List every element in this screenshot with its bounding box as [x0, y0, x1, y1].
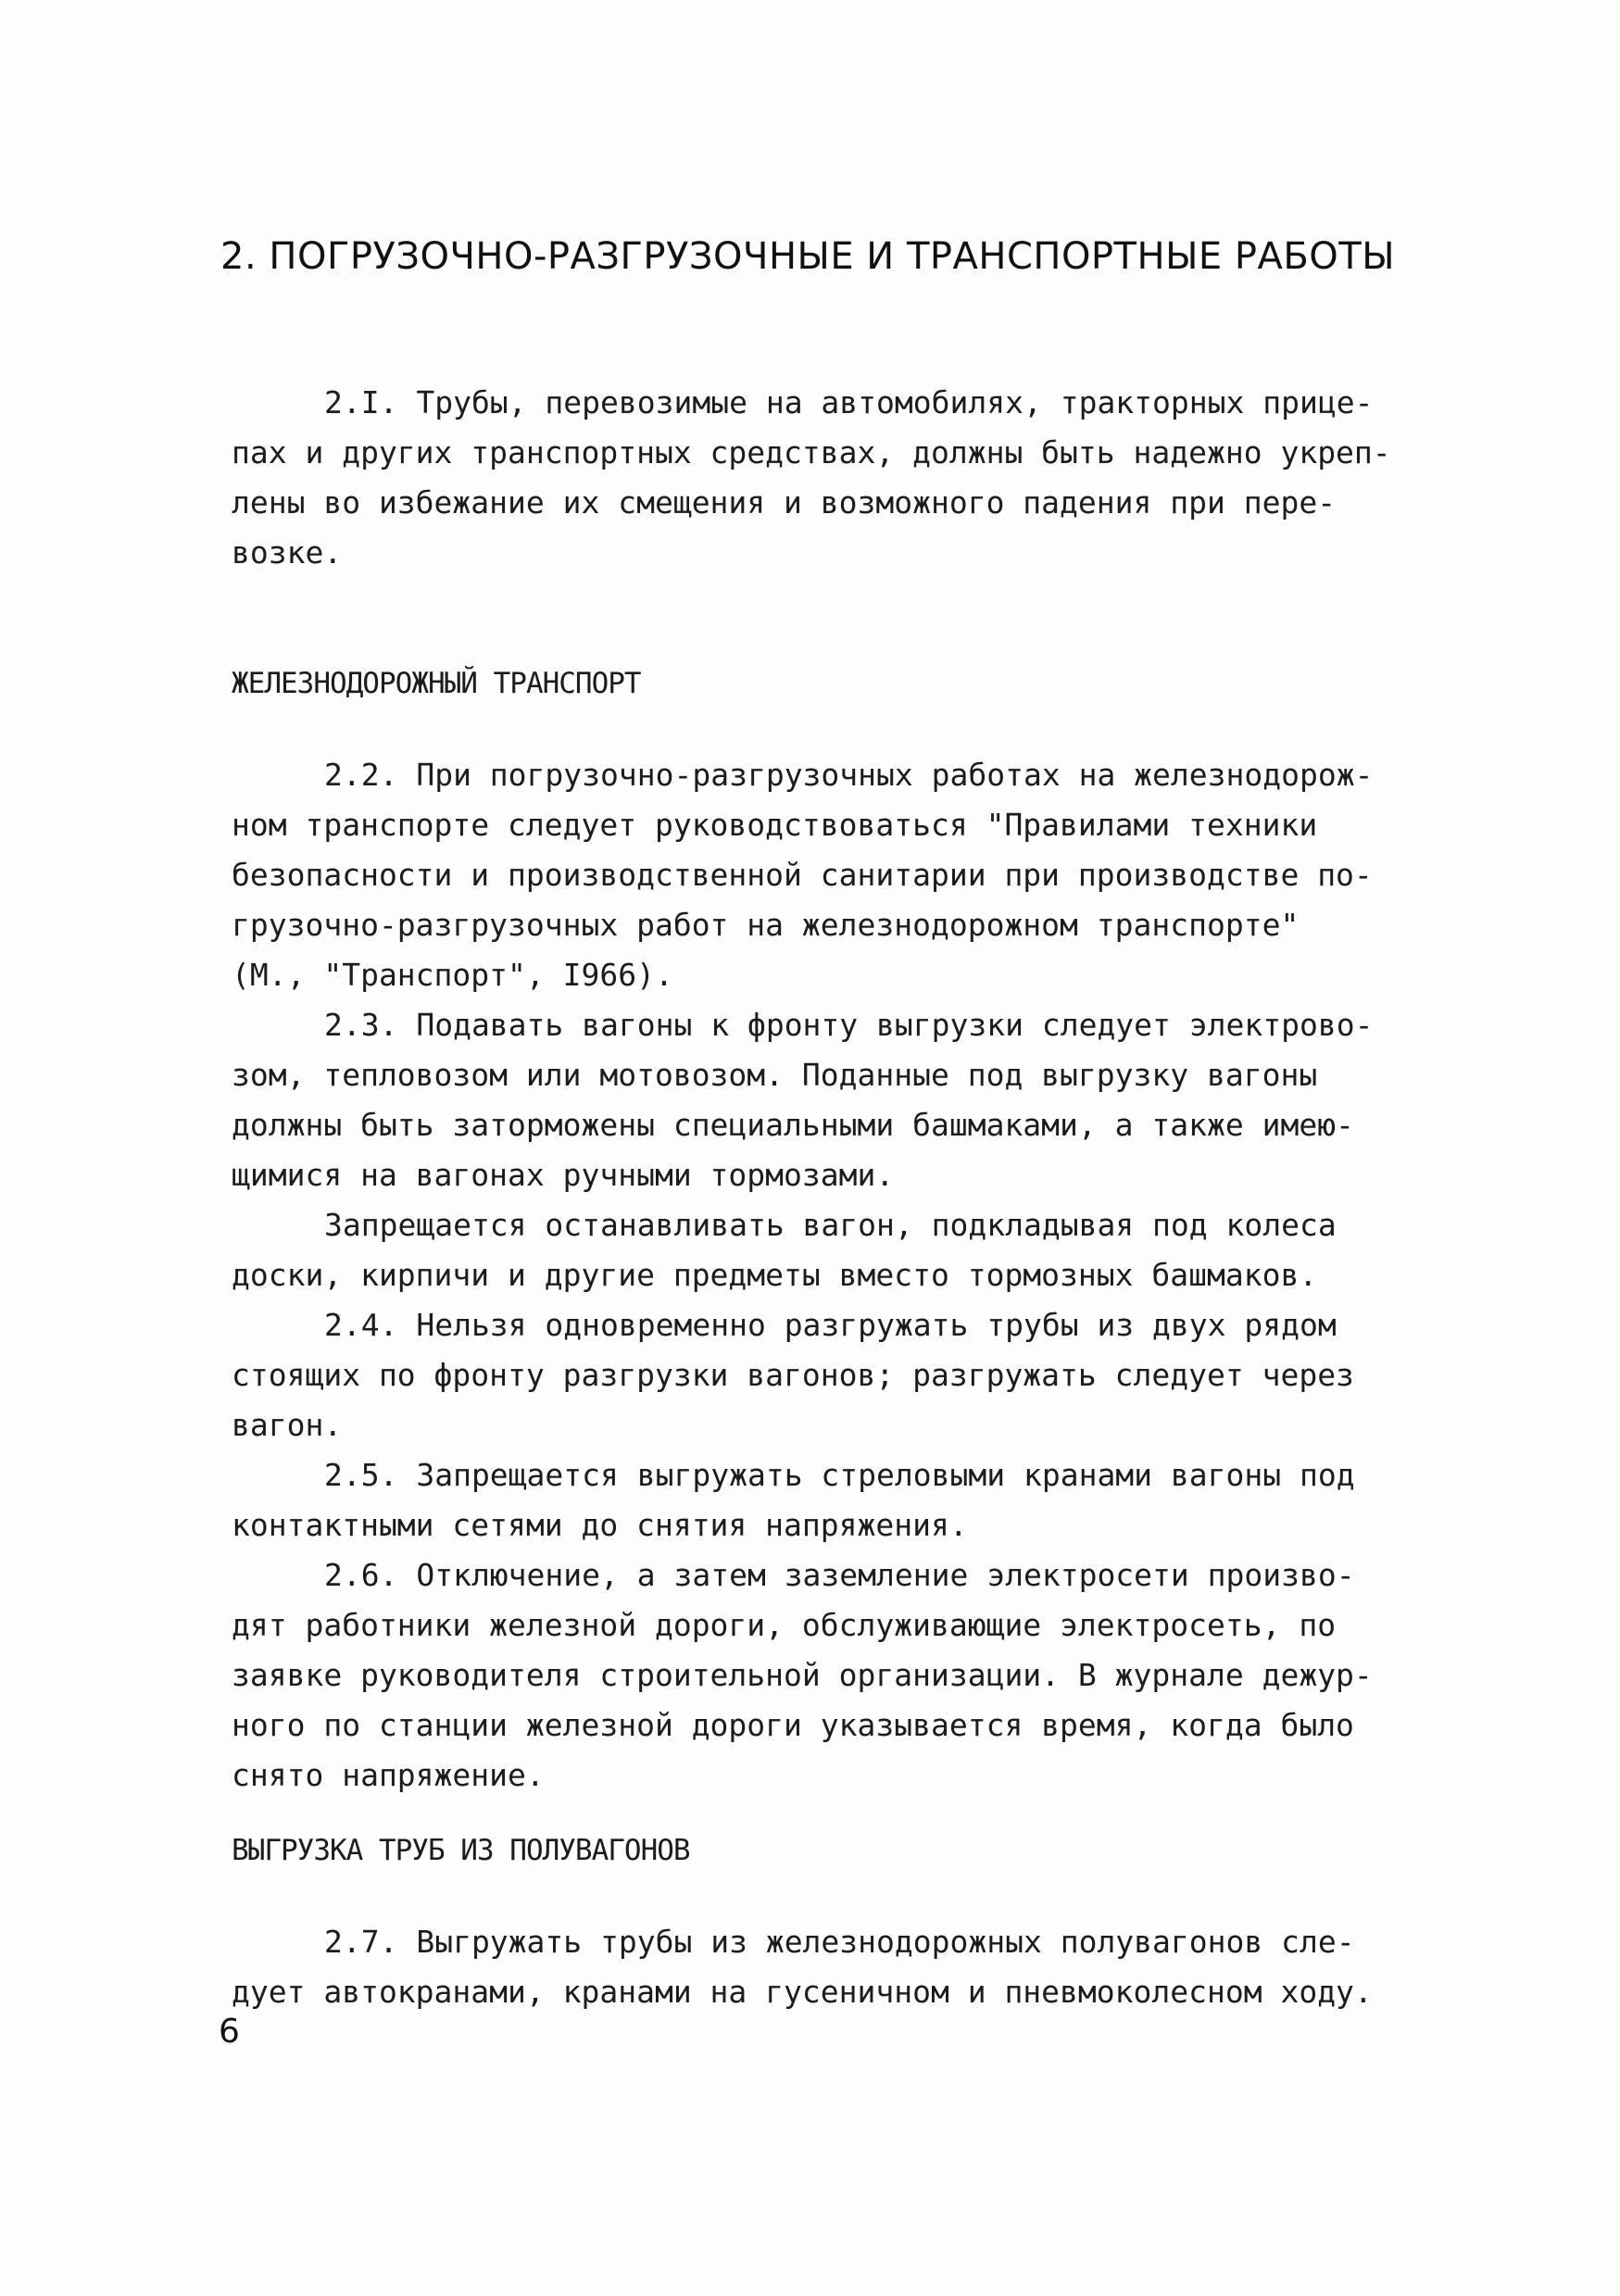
text-line: лены во избежание их смещения и возможного падения при пере-	[232, 484, 1337, 521]
text-line: вагон.	[232, 1407, 343, 1443]
text-line: пах и других транспортных средствах, должны быть надежно укреп-	[232, 434, 1391, 470]
text-line: 2.I. Трубы, перевозимые на автомобилях, тракторных прице-	[324, 384, 1374, 420]
chapter-title: 2. ПОГРУЗОЧНО-РАЗГРУЗОЧНЫЕ И ТРАНСПОРТНЫЕ РАБОТЫ	[220, 235, 1395, 278]
text-line: контактными сетями до снятия напряжения.	[232, 1507, 968, 1543]
text-line: безопасности и производственной санитарии при производстве по-	[232, 857, 1373, 893]
text-line: Запрещается останавливать вагон, подкладывая под колеса	[324, 1207, 1337, 1243]
text-line: дует автокранами, кранами на гусеничном и пневмоколесном ходу.	[232, 1974, 1373, 2010]
text-line: ного по станции железной дороги указывается время, когда было	[232, 1707, 1354, 1743]
text-line: 2.3. Подавать вагоны к фронту выгрузки следует электрово-	[324, 1007, 1374, 1043]
text-line: 2.6. Отключение, а затем заземление электросети произво-	[324, 1557, 1355, 1593]
text-line: ном транспорте следует руководствоваться "Правилами техники	[232, 807, 1318, 843]
text-line: грузочно-разгрузочных работ на железнодорожном транспорте"	[232, 907, 1300, 943]
section-heading-railway: ЖЕЛЕЗНОДОРОЖНЫЙ ТРАНСПОРТ	[232, 667, 641, 700]
text-line: 2.7. Выгружать трубы из железнодорожных полувагонов сле-	[324, 1924, 1355, 1960]
railway-section-body	[232, 750, 1426, 1800]
text-line: должны быть заторможены специальными башмаками, а также имею-	[232, 1107, 1354, 1143]
unloading-section-body	[232, 1917, 1426, 2017]
text-line: 2.4. Нельзя одновременно разгружать трубы из двух рядом	[324, 1307, 1337, 1343]
page-number: 6	[219, 2013, 240, 2051]
paragraph-2-1	[232, 378, 1426, 578]
text-line: дят работники железной дороги, обслуживающие электросеть, по	[232, 1607, 1337, 1643]
text-line: зом, тепловозом или мотовозом. Поданные под выгрузку вагоны	[232, 1057, 1318, 1093]
text-line: (М., "Транспорт", I966).	[232, 957, 673, 993]
text-line: заявке руководителя строительной организации. В журнале дежур-	[232, 1657, 1373, 1693]
text-line: возке.	[232, 534, 343, 571]
text-line: 2.5. Запрещается выгружать стреловыми кранами вагоны под	[324, 1457, 1355, 1493]
section-heading-unloading: ВЫГРУЗКА ТРУБ ИЗ ПОЛУВАГОНОВ	[232, 1834, 690, 1867]
text-line: 2.2. При погрузочно-разгрузочных работах на железнодорож-	[324, 757, 1374, 793]
text-line: щимися на вагонах ручными тормозами.	[232, 1157, 895, 1193]
text-line: стоящих по фронту разгрузки вагонов; разгружать следует через	[232, 1357, 1354, 1393]
text-line: доски, кирпичи и другие предметы вместо тормозных башмаков.	[232, 1257, 1318, 1293]
text-line: снято напряжение.	[232, 1757, 545, 1793]
